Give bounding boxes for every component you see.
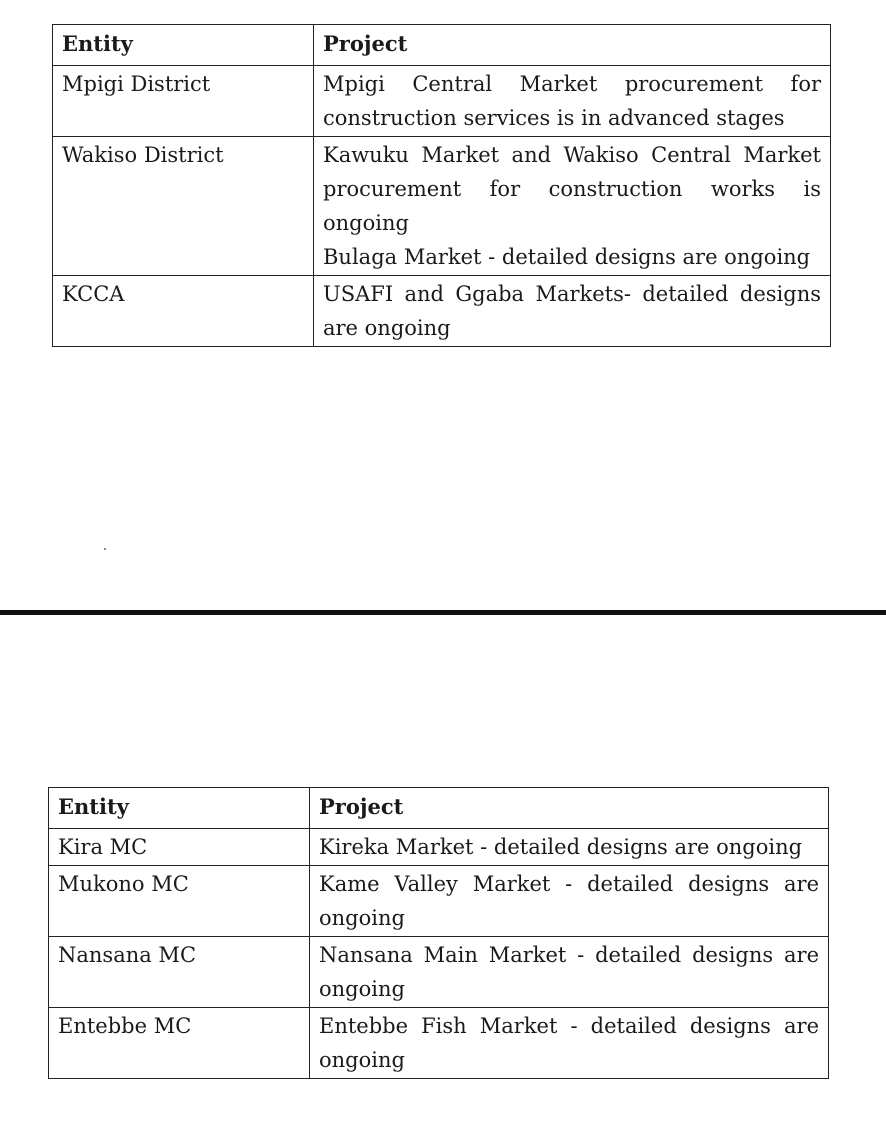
entity-cell: Mpigi District [53,66,314,137]
entity-cell: Wakiso District [53,137,314,276]
project-column-header: Project [310,788,829,829]
entity-cell: Entebbe MC [49,1008,310,1079]
project-text: Kireka Market - detailed designs are ongoing [319,835,803,859]
entity-cell: Kira MC [49,829,310,866]
table-row [53,66,831,137]
project-cell [314,137,831,276]
projects-table-bottom [48,787,829,1079]
project-cell [310,1008,829,1079]
table-row [49,866,829,937]
entity-cell: Mukono MC [49,866,310,937]
project-text: Mpigi Central Market procurement for construction services is in advanced stages [323,72,821,130]
page-break-divider [0,610,886,615]
project-cell [310,866,829,937]
project-text: Nansana Main Market - detailed designs are ongoing [319,943,819,1001]
entity-cell: Nansana MC [49,937,310,1008]
entity-column-header: Entity [53,25,314,66]
table-row [49,829,829,866]
table-row [53,137,831,276]
project-text: USAFI and Ggaba Markets- detailed designs are ongoing [323,282,821,340]
table-header-row [53,25,831,66]
project-cell [310,829,829,866]
table-row [53,276,831,347]
project-text: Kame Valley Market - detailed designs are ongoing [319,872,819,930]
project-cell [314,66,831,137]
project-cell [314,276,831,347]
entity-column-header: Entity [49,788,310,829]
project-text: Entebbe Fish Market - detailed designs are ongoing [319,1014,819,1072]
table-row [49,937,829,1008]
project-cell [310,937,829,1008]
entity-cell: KCCA [53,276,314,347]
project-text: Bulaga Market - detailed designs are ongoing [323,245,811,269]
projects-table-top [52,24,831,347]
table-row [49,1008,829,1079]
table-header-row [49,788,829,829]
project-column-header: Project [314,25,831,66]
project-text: Kawuku Market and Wakiso Central Market procurement for construction works is ongoing [323,143,821,235]
scan-speck [104,548,106,550]
